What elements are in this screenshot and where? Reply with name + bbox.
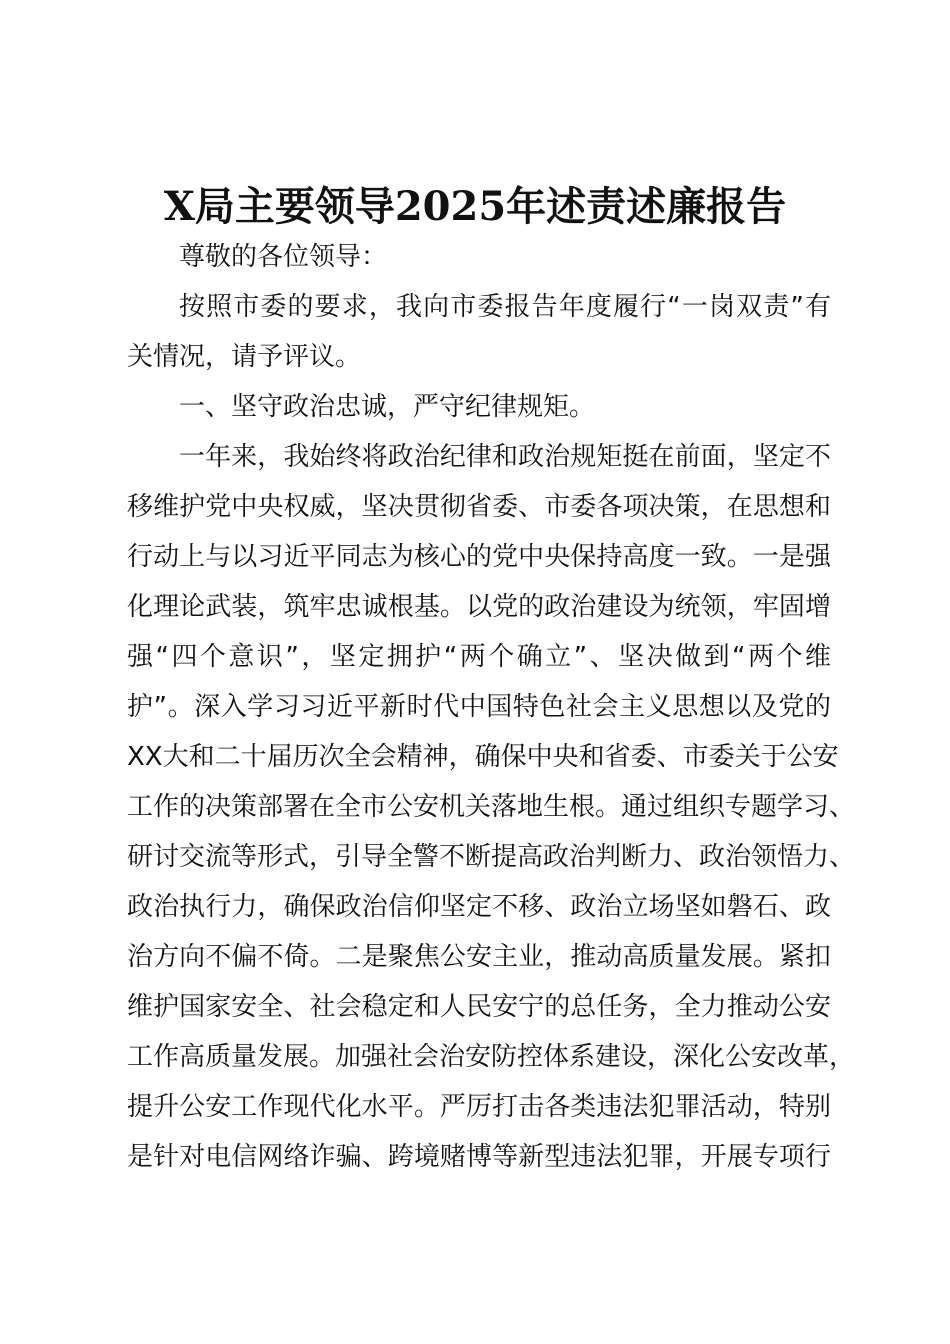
text-line: 强“四个意识”，坚定拥护“两个确立”、坚决做到“两个维 — [127, 642, 831, 672]
greeting: 尊敬的各位领导： — [179, 242, 388, 272]
section-heading: 一、坚守政治忠诚，严守纪律规矩。 — [179, 392, 596, 422]
text-line: 维护国家安全、社会稳定和人民安宁的总任务，全力推动公安 — [127, 992, 831, 1022]
text-line: 关情况，请予评议。 — [127, 342, 362, 372]
text-line: 化理论武装，筑牢忠诚根基。以党的政治建设为统领，牢固增 — [127, 592, 831, 622]
paragraph-intro — [127, 282, 831, 382]
document-body — [127, 232, 856, 1182]
text-line: 工作高质量发展。加强社会治安防控体系建设，深化公安改革， — [127, 1042, 856, 1072]
text-line: 一年来，我始终将政治纪律和政治规矩挺在前面，坚定不 — [179, 442, 831, 472]
text-line: 治方向不偏不倚。二是聚焦公安主业，推动高质量发展。紧扣 — [127, 942, 831, 972]
document-title: X局主要领导2025年述责述廉报告 — [163, 183, 787, 230]
text-line: 移维护党中央权威，坚决贯彻省委、市委各项决策，在思想和 — [127, 492, 831, 522]
text-line: 是针对电信网络诈骗、跨境赌博等新型违法犯罪，开展专项行 — [127, 1142, 831, 1172]
text-line: 按照市委的要求，我向市委报告年度履行“一岗双责”有 — [179, 292, 831, 322]
text-line: 护”。深入学习习近平新时代中国特色社会主义思想以及党的 — [127, 692, 831, 722]
text-line: 政治执行力，确保政治信仰坚定不移、政治立场坚如磐石、政 — [127, 892, 831, 922]
paragraph-body — [127, 432, 856, 1182]
text-line: 工作的决策部署在全市公安机关落地生根。通过组织专题学习、 — [127, 792, 856, 822]
text-line: 提升公安工作现代化水平。严厉打击各类违法犯罪活动，特别 — [127, 1092, 831, 1122]
text-line: 行动上与以习近平同志为核心的党中央保持高度一致。一是强 — [127, 542, 831, 572]
text-line: 研讨交流等形式，引导全警不断提高政治判断力、政治领悟力、 — [127, 842, 856, 872]
text-line: XX大和二十届历次全会精神，确保中央和省委、市委关于公安 — [127, 742, 839, 772]
